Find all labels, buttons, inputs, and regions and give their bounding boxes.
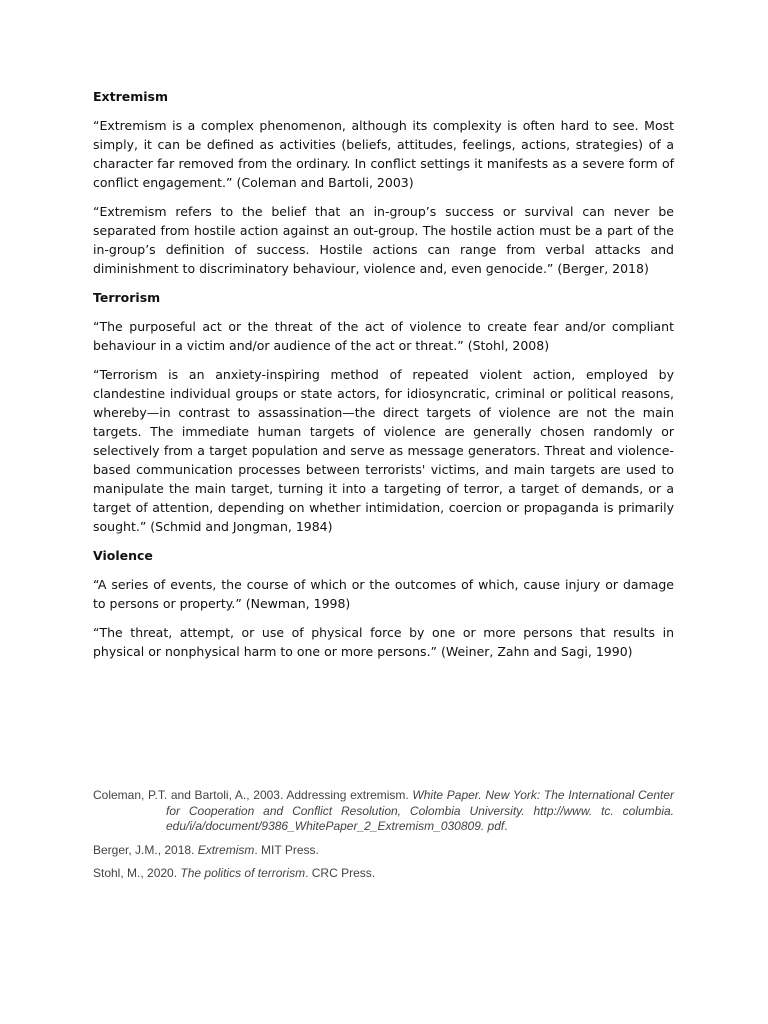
reference-title: The politics of terrorism [180, 866, 306, 880]
reference-entry [93, 788, 674, 835]
section-heading: Violence [93, 548, 153, 563]
reference-entry [93, 866, 674, 882]
section-terrorism [93, 288, 674, 536]
definition-paragraph: “A series of events, the course of which or the outcomes of which, cause injury or damage to persons or property.” (Newman, 1998) [93, 577, 674, 611]
section-heading: Terrorism [93, 290, 161, 305]
reference-text: Stohl, M., 2020. [93, 866, 181, 880]
definition-paragraph: “Extremism is a complex phenomenon, although its complexity is often hard to see. Most simply, it can be defined as activities (beliefs, attitudes, feelings, actions, strategies) of a character far removed from the ordinary. In conflict settings it manifests as a severe form of conflict engagement.” (Coleman and Bartoli, 2003) [93, 118, 674, 190]
reference-tail: . CRC Press. [305, 866, 376, 880]
section-extremism [93, 87, 674, 278]
reference-tail: . [504, 819, 508, 833]
section-heading: Extremism [93, 89, 168, 104]
document-body [93, 87, 674, 671]
definition-paragraph: “Extremism refers to the belief that an in-group’s success or survival can never be separated from hostile action against an out-group. The hostile action must be a part of the in-group’s definition of success. Hostile actions can range from verbal attacks and diminishment to discriminatory behaviour, violence and, even genocide.” (Berger, 2018) [93, 204, 674, 276]
reference-list [93, 788, 674, 890]
reference-title: Extremism [197, 842, 255, 857]
reference-tail: . MIT Press. [254, 842, 319, 857]
definition-paragraph: “The threat, attempt, or use of physical force by one or more persons that results in physical or nonphysical harm to one or more persons.” (Weiner, Zahn and Sagi, 1990) [93, 625, 674, 659]
definition-paragraph: “The purposeful act or the threat of the act of violence to create fear and/or compliant behaviour in a victim and/or audience of the act or threat.” (Stohl, 2008) [93, 319, 674, 353]
reference-title: White Paper. New York: The International Center for Cooperation and Conflict Resolution, Colombia University. http://www. tc. columbia. edu/i/a/document/9386_WhitePaper_2_Extremism_030809. pdf [166, 788, 674, 833]
reference-text: Coleman, P.T. and Bartoli, A., 2003. Addressing extremism. [93, 788, 413, 802]
reference-text: Berger, J.M., 2018. [93, 842, 198, 857]
reference-entry [93, 843, 674, 859]
section-violence [93, 546, 674, 661]
definition-paragraph: “Terrorism is an anxiety-inspiring method of repeated violent action, employed by clandestine individual groups or state actors, for idiosyncratic, criminal or political reasons, whereby—in contrast to assassination—the direct targets of violence are not the main targets. The immediate human targets of violence are generally chosen randomly or selectively from a target population and serve as message generators. Threat and violence-based communication processes between terrorists' victims, and main targets are used to manipulate the main target, turning it into a targeting of terror, a target of demands, or a target of attention, depending on whether intimidation, coercion or propaganda is primarily sought.” (Schmid and Jongman, 1984) [93, 367, 674, 534]
